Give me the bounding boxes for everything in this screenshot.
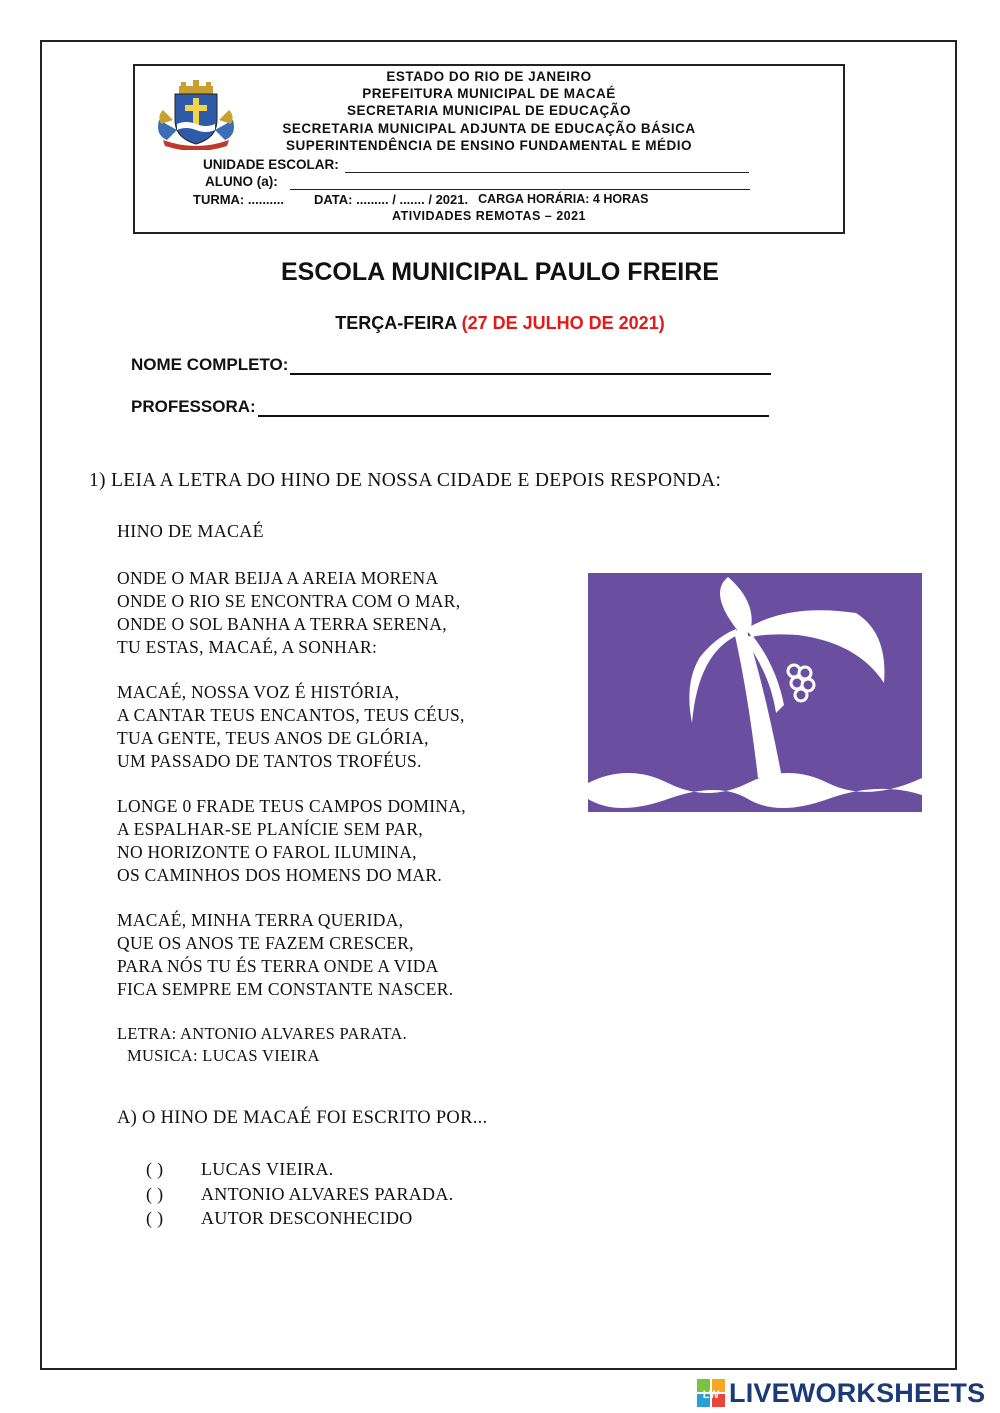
lyric-line: QUE OS ANOS TE FAZEM CRESCER,: [117, 933, 414, 953]
liveworksheets-text: LIVEWORKSHEETS: [729, 1377, 986, 1408]
badge-text: LW: [702, 1389, 720, 1401]
liveworksheets-badge-icon: [697, 1379, 725, 1407]
professora-label: PROFESSORA:: [131, 397, 256, 416]
option-text: AUTOR DESCONHECIDO: [201, 1208, 413, 1228]
lyric-line: FICA SEMPRE EM CONSTANTE NASCER.: [117, 979, 454, 999]
option-2[interactable]: [146, 1182, 453, 1207]
lyric-line: OS CAMINHOS DOS HOMENS DO MAR.: [117, 865, 443, 885]
header-line-secretaria: SECRETARIA MUNICIPAL DE EDUCAÇÃO: [346, 103, 631, 118]
turma-label: TURMA: ..........: [193, 192, 284, 207]
answer-options: [146, 1157, 453, 1231]
header-line-prefeitura: PREFEITURA MUNICIPAL DE MACAÉ: [362, 86, 616, 101]
option-checkbox[interactable]: ( ): [146, 1208, 164, 1228]
weekday: TERÇA-FEIRA: [335, 313, 457, 333]
macae-flag-image: [588, 573, 922, 812]
atividades-remotas: ATIVIDADES REMOTAS – 2021: [391, 209, 587, 223]
header-box: [133, 64, 845, 234]
nome-completo-label: NOME COMPLETO:: [131, 355, 289, 374]
data-label: DATA: ......... / ....... / 2021.: [314, 192, 469, 207]
credit-musica: MUSICA: LUCAS VIEIRA: [127, 1046, 320, 1065]
lyric-line: MACAÉ, NOSSA VOZ É HISTÓRIA,: [117, 682, 400, 702]
unidade-escolar-row: [203, 156, 749, 173]
stanza-4: [117, 909, 453, 1001]
lyric-line: ONDE O MAR BEIJA A AREIA MORENA: [117, 568, 439, 588]
lyric-line: ONDE O SOL BANHA A TERRA SERENA,: [117, 614, 447, 634]
lyric-line: LONGE 0 FRADE TEUS CAMPOS DOMINA,: [117, 796, 466, 816]
lyric-line: PARA NÓS TU ÉS TERRA ONDE A VIDA: [117, 956, 439, 976]
aluno-label: ALUNO (a):: [205, 174, 278, 189]
date-line: [0, 313, 1000, 334]
option-text: LUCAS VIEIRA.: [201, 1159, 334, 1179]
lyric-line: TU ESTAS, MACAÉ, A SONHAR:: [117, 637, 378, 657]
option-checkbox[interactable]: ( ): [146, 1183, 164, 1204]
header-line-superintendencia: SUPERINTENDÊNCIA DE ENSINO FUNDAMENTAL E MÉDIO: [285, 138, 693, 153]
option-3[interactable]: [146, 1206, 453, 1231]
option-text: ANTONIO ALVARES PARADA.: [201, 1183, 454, 1204]
stanza-3: [117, 795, 466, 887]
nome-completo-field[interactable]: [290, 357, 771, 375]
professora-field[interactable]: [258, 399, 769, 417]
lyric-line: A ESPALHAR-SE PLANÍCIE SEM PAR,: [117, 819, 424, 839]
unidade-escolar-label: UNIDADE ESCOLAR:: [203, 157, 339, 172]
lyric-line: MACAÉ, MINHA TERRA QUERIDA,: [117, 910, 404, 930]
lyric-line: A CANTAR TEUS ENCANTOS, TEUS CÉUS,: [117, 705, 465, 725]
school-title: ESCOLA MUNICIPAL PAULO FREIRE: [281, 258, 719, 286]
date-red: (27 DE JULHO DE 2021): [461, 313, 665, 333]
lyric-line: NO HORIZONTE O FAROL ILUMINA,: [117, 842, 417, 862]
stanza-2: [117, 681, 465, 773]
credit-letra: LETRA: ANTONIO ALVARES PARATA.: [117, 1024, 408, 1043]
header-line-state: ESTADO DO RIO DE JANEIRO: [386, 69, 592, 84]
option-checkbox[interactable]: ( ): [146, 1159, 164, 1179]
stanza-1: [117, 567, 460, 659]
hino-title: HINO DE MACAÉ: [117, 521, 264, 541]
lyric-line: TUA GENTE, TEUS ANOS DE GLÓRIA,: [117, 728, 429, 748]
question-1: 1) LEIA A LETRA DO HINO DE NOSSA CIDADE E DEPOIS RESPONDA:: [89, 470, 722, 491]
lyric-line: ONDE O RIO SE ENCONTRA COM O MAR,: [117, 591, 461, 611]
liveworksheets-logo[interactable]: [697, 1378, 985, 1408]
unidade-escolar-field[interactable]: [345, 160, 749, 173]
aluno-row: [205, 173, 750, 190]
lyric-line: UM PASSADO DE TANTOS TROFÉUS.: [117, 751, 422, 771]
carga-horaria-label: CARGA HORÁRIA: 4 HORAS: [478, 192, 649, 206]
professora-row: [131, 397, 769, 417]
aluno-field[interactable]: [290, 177, 750, 190]
turma-data-row: [193, 191, 648, 208]
option-1[interactable]: [146, 1157, 453, 1182]
question-a: A) O HINO DE MACAÉ FOI ESCRITO POR...: [117, 1108, 488, 1128]
nome-completo-row: [131, 355, 771, 375]
header-line-secretaria-adjunta: SECRETARIA MUNICIPAL ADJUNTA DE EDUCAÇÃO BÁSICA: [282, 121, 696, 136]
